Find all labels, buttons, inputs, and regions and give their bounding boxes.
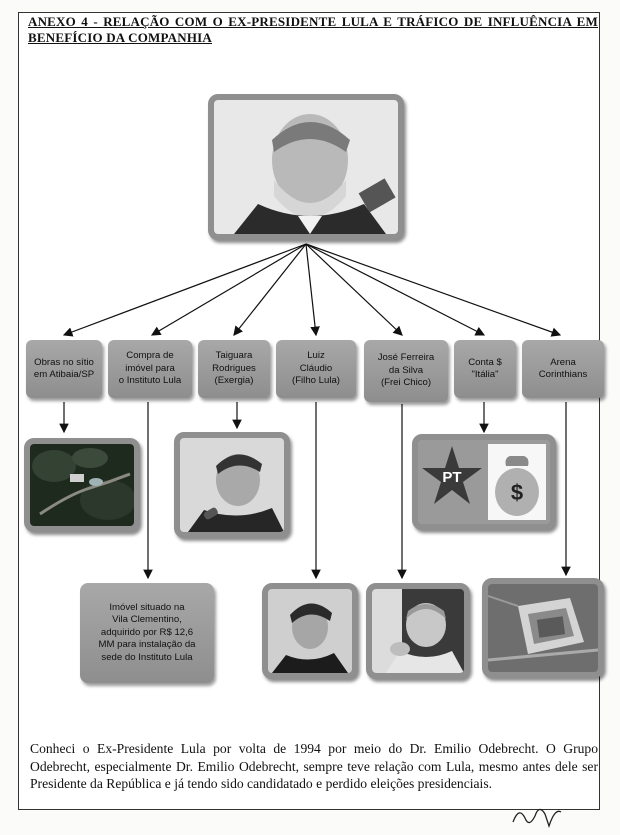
frei-chico-portrait-photo [366,583,470,679]
branch-label: Conta $ "Itália" [468,356,502,380]
branch-label: Taiguara Rodrigues (Exergia) [212,350,256,387]
portrait-icon [180,438,284,532]
portrait-icon [372,589,464,673]
branch-label: José Ferreira da Silva (Frei Chico) [377,352,435,389]
branch-box-obras [26,340,102,398]
pt-money-icon [418,440,550,524]
branch-label: Compra de imóvel para o Instituto Lula [118,350,182,387]
branch-box-taiguara [198,340,270,398]
portrait-icon [268,589,352,673]
pt-money-photo [412,434,556,530]
taiguara-portrait-photo [174,432,290,538]
branch-box-conta [454,340,516,398]
branch-label: Arena Corinthians [538,356,588,380]
property-description: Imóvel situado na Vila Clementino, adquirido por R$ 12,6 MM para instalação da sede do Instituto Lula [98,601,196,663]
branch-box-arena [522,340,604,398]
statement-paragraph: Conheci o Ex-Presidente Lula por volta de 1994 por meio do Dr. Emilio Odebrecht. O Grupo Odebrecht, especialmente Dr. Emilio Odebrecht, sempre teve relação com Lula, mesmo antes dele ser Presidente da República e já tendo sido candidatado e perdido eleições presidenciais. [30,741,598,791]
property-description-box [80,583,214,683]
root-portrait-photo [208,94,404,240]
document-title: ANEXO 4 - RELAÇÃO COM O EX-PRESIDENTE LULA E TRÁFICO DE INFLUÊNCIA EM BENEFÍCIO DA COMPANHIA [28,14,598,45]
branch-label: Obras no sítio em Atibaia/SP [33,356,95,380]
branch-box-compra [108,340,192,398]
pt-text: PT [442,469,462,486]
branch-box-luiz [276,340,356,398]
signature-mark [505,798,565,832]
money-symbol: $ [510,480,524,505]
stadium-icon [488,584,598,672]
portrait-icon [214,100,398,234]
branch-label: Luiz Cláudio (Filho Lula) [292,350,340,387]
luiz-claudio-portrait-photo [262,583,358,679]
aerial-site-photo [24,438,140,532]
aerial-site-icon [30,444,134,526]
branch-box-jose [364,340,448,402]
arena-corinthians-photo [482,578,604,678]
